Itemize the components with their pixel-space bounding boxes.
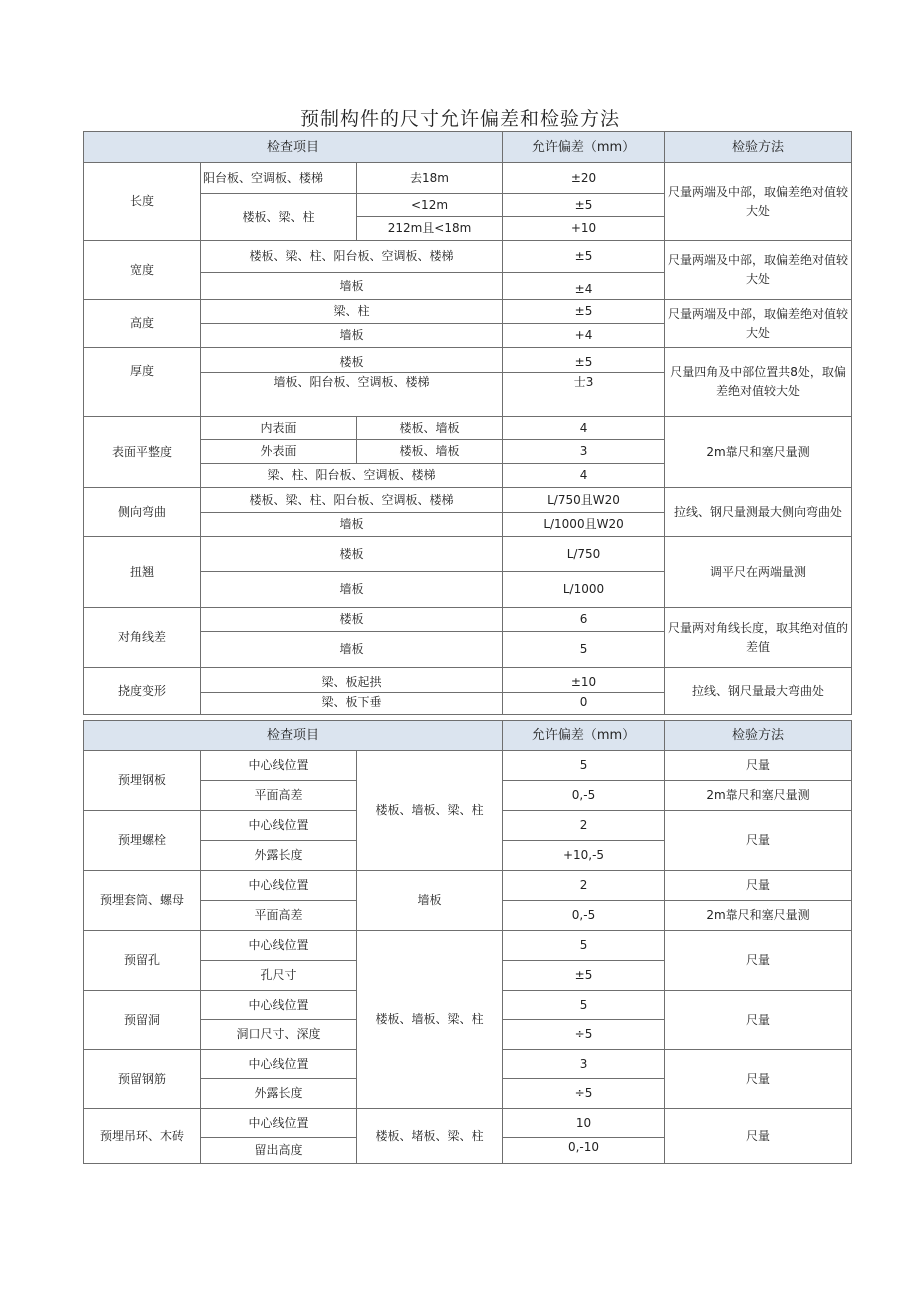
- sub-item-cell: 平面高差: [201, 901, 357, 931]
- row-label-opening: 预留洞: [84, 991, 201, 1050]
- tolerance-cell: 5: [503, 751, 665, 781]
- component-cell: 墙板: [201, 513, 503, 537]
- component-cell: 楼板: [201, 537, 503, 572]
- tolerance-cell: 5: [503, 931, 665, 961]
- header-tolerance: 允许偏差（mm）: [503, 721, 665, 751]
- row-label-length: 长度: [84, 163, 201, 241]
- tolerance-cell: +4: [503, 324, 665, 348]
- header-method: 检验方法: [665, 721, 852, 751]
- tolerance-cell: ÷5: [503, 1020, 665, 1050]
- row-label-flatness: 表面平整度: [84, 417, 201, 488]
- tolerance-cell: 3: [503, 1050, 665, 1079]
- table-header-row: [84, 721, 852, 751]
- tolerance-cell: +10: [503, 217, 665, 241]
- tolerance-cell: 3: [503, 440, 665, 464]
- component-cell: 楼板、墙板: [357, 440, 503, 464]
- tolerance-cell: 0,-5: [503, 901, 665, 931]
- tolerance-cell: 2: [503, 871, 665, 901]
- row-label-plate: 预埋钢板: [84, 751, 201, 811]
- sub-item-cell: 平面高差: [201, 781, 357, 811]
- component-cell: 墙板: [201, 572, 503, 608]
- sub-item-cell: 中心线位置: [201, 931, 357, 961]
- table-row: [84, 668, 852, 693]
- table-row: [84, 608, 852, 632]
- tolerance-cell: 0: [503, 693, 665, 715]
- row-label-bend: 侧向弯曲: [84, 488, 201, 537]
- page-title: 预制构件的尺寸允许偏差和检验方法: [299, 108, 620, 130]
- component-cell: 楼板: [201, 348, 503, 373]
- method-cell: 尺量四角及中部位置共8处，取偏差绝对值较大处: [665, 348, 852, 417]
- tolerance-cell: 士3: [503, 373, 665, 417]
- header-tolerance: 允许偏差（mm）: [503, 132, 665, 163]
- component-cell: 墙板: [201, 324, 503, 348]
- method-cell: 2m靠尺和塞尺量测: [665, 901, 852, 931]
- table-row: [84, 488, 852, 513]
- component-cell: 楼板、墙板: [357, 417, 503, 440]
- row-label-bolt: 预埋螺栓: [84, 811, 201, 871]
- tolerance-cell: 5: [503, 632, 665, 668]
- sub-item-cell: 中心线位置: [201, 751, 357, 781]
- sub-item-cell: 洞口尺寸、深度: [201, 1020, 357, 1050]
- table-row: [84, 537, 852, 572]
- method-cell: 拉线、钢尺量测最大侧向弯曲处: [665, 488, 852, 537]
- sub-item-cell: 中心线位置: [201, 871, 357, 901]
- component-cell: 梁、板起拱: [201, 668, 503, 693]
- method-cell: 尺量: [665, 751, 852, 781]
- method-cell: 尺量: [665, 1050, 852, 1109]
- component-cell: 楼板: [201, 608, 503, 632]
- row-label-sleeve: 预埋套筒、螺母: [84, 871, 201, 931]
- method-cell: 尺量: [665, 811, 852, 871]
- component-cell: 墙板: [201, 273, 503, 300]
- component-cell: 楼板、梁、柱、阳台板、空调板、楼梯: [201, 241, 503, 273]
- component-cell: 楼板、梁、柱、阳台板、空调板、楼梯: [201, 488, 503, 513]
- tolerance-cell: ±5: [503, 961, 665, 991]
- table-row: [84, 931, 852, 961]
- condition-cell: 去18m: [357, 163, 503, 194]
- table-row: [84, 1109, 852, 1138]
- row-label-hole: 预留孔: [84, 931, 201, 991]
- sub-item-cell: 外表面: [201, 440, 357, 464]
- component-cell: 墙板: [201, 632, 503, 668]
- component-cell: 梁、柱: [201, 300, 503, 324]
- method-cell: 尺量: [665, 991, 852, 1050]
- sub-item-cell: 外露长度: [201, 841, 357, 871]
- tolerance-cell: 0,-10: [503, 1138, 665, 1164]
- tolerance-cell: 4: [503, 464, 665, 488]
- row-label-twist: 扭翘: [84, 537, 201, 608]
- component-cell: 楼板、堵板、梁、柱: [357, 1109, 503, 1164]
- tolerance-cell: 6: [503, 608, 665, 632]
- tolerance-cell: ±5: [503, 194, 665, 217]
- tolerance-cell: ±5: [503, 241, 665, 273]
- header-item: 检查项目: [84, 132, 503, 163]
- table-header-row: [84, 132, 852, 163]
- method-cell: 尺量两端及中部，取偏差绝对值较大处: [665, 163, 852, 241]
- method-cell: 尺量: [665, 871, 852, 901]
- row-label-height: 高度: [84, 300, 201, 348]
- method-cell: 尺量两端及中部，取偏差绝对值较大处: [665, 300, 852, 348]
- sub-item-cell: 孔尺寸: [201, 961, 357, 991]
- table-row: [84, 348, 852, 373]
- tolerance-cell: ÷5: [503, 1079, 665, 1109]
- header-method: 检验方法: [665, 132, 852, 163]
- tolerance-cell: L/750: [503, 537, 665, 572]
- tolerance-cell: +10,-5: [503, 841, 665, 871]
- sub-item-cell: 外露长度: [201, 1079, 357, 1109]
- tolerance-cell: L/1000且W20: [503, 513, 665, 537]
- method-cell: 调平尺在两端量测: [665, 537, 852, 608]
- component-cell: 梁、板下垂: [201, 693, 503, 715]
- tolerance-table-dimensions: [83, 131, 852, 715]
- tolerance-cell: 5: [503, 991, 665, 1020]
- component-cell: 楼板、墙板、梁、柱: [357, 751, 503, 871]
- table-row: [84, 751, 852, 781]
- tolerance-table-embedded: [83, 720, 852, 1164]
- row-label-thickness: 厚度: [84, 348, 201, 417]
- row-label-width: 宽度: [84, 241, 201, 300]
- tolerance-cell: L/750且W20: [503, 488, 665, 513]
- component-cell: 楼板、梁、柱: [201, 194, 357, 241]
- sub-item-cell: 中心线位置: [201, 1109, 357, 1138]
- tolerance-cell: ±10: [503, 668, 665, 693]
- header-item: 检查项目: [84, 721, 503, 751]
- condition-cell: <12m: [357, 194, 503, 217]
- tolerance-cell: ±4: [503, 273, 665, 300]
- tolerance-cell: 0,-5: [503, 781, 665, 811]
- tolerance-cell: L/1000: [503, 572, 665, 608]
- method-cell: 2m靠尺和塞尺量测: [665, 781, 852, 811]
- row-label-ring: 预埋吊环、木砖: [84, 1109, 201, 1164]
- table-row: [84, 417, 852, 440]
- component-cell: 墙板: [357, 871, 503, 931]
- method-cell: 尺量两对角线长度，取其绝对值的差值: [665, 608, 852, 668]
- row-label-rebar: 预留钢筋: [84, 1050, 201, 1109]
- method-cell: 尺量: [665, 931, 852, 991]
- sub-item-cell: 中心线位置: [201, 991, 357, 1020]
- sub-item-cell: 留出高度: [201, 1138, 357, 1164]
- sub-item-cell: 内表面: [201, 417, 357, 440]
- component-cell: 楼板、墙板、梁、柱: [357, 931, 503, 1109]
- component-cell: 墙板、阳台板、空调板、楼梯: [201, 373, 503, 417]
- table-row: [84, 871, 852, 901]
- row-label-deflection: 挠度变形: [84, 668, 201, 715]
- tolerance-cell: ±5: [503, 348, 665, 373]
- method-cell: 2m靠尺和塞尺量测: [665, 417, 852, 488]
- tolerance-cell: 2: [503, 811, 665, 841]
- tolerance-cell: ±20: [503, 163, 665, 194]
- component-cell: 阳台板、空调板、楼梯: [201, 163, 357, 194]
- sub-item-cell: 中心线位置: [201, 1050, 357, 1079]
- tolerance-cell: 4: [503, 417, 665, 440]
- table-row: [84, 163, 852, 194]
- tolerance-cell: ±5: [503, 300, 665, 324]
- tolerance-cell: 10: [503, 1109, 665, 1138]
- method-cell: 拉线、钢尺量最大弯曲处: [665, 668, 852, 715]
- component-cell: 梁、柱、阳台板、空调板、楼梯: [201, 464, 503, 488]
- condition-cell: 212m且<18m: [357, 217, 503, 241]
- table-row: [84, 300, 852, 324]
- row-label-diagonal: 对角线差: [84, 608, 201, 668]
- method-cell: 尺量两端及中部，取偏差绝对值较大处: [665, 241, 852, 300]
- method-cell: 尺量: [665, 1109, 852, 1164]
- table-row: [84, 241, 852, 273]
- sub-item-cell: 中心线位置: [201, 811, 357, 841]
